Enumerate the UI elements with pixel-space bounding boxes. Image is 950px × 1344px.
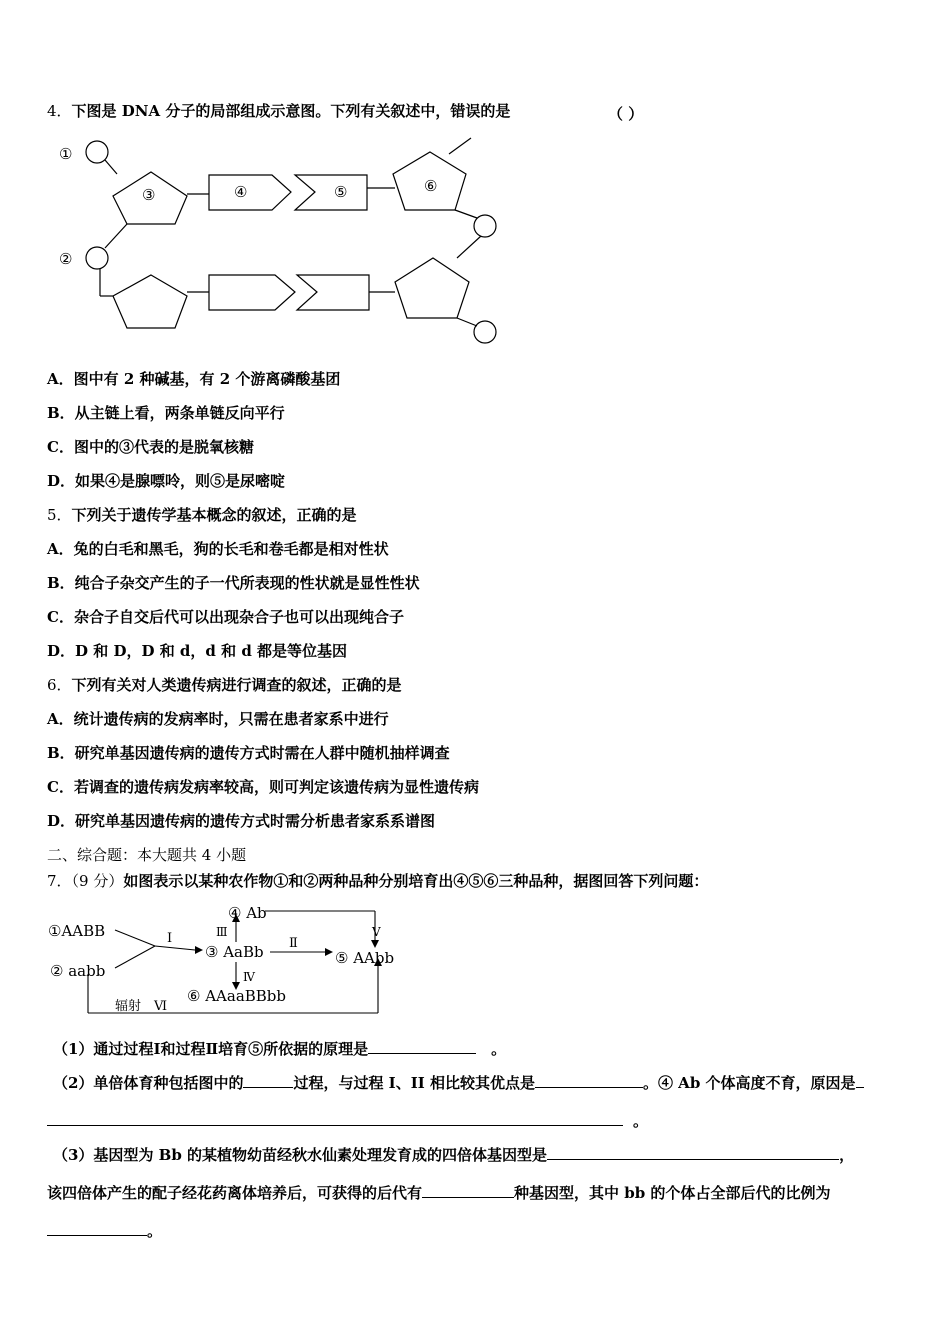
q7-sub3-line3 [47, 1220, 162, 1241]
q7-score: （9 分） [71, 872, 124, 890]
q7-stem-line [47, 871, 708, 891]
process-4: Ⅳ [243, 970, 255, 984]
q6-option-d: D．研究单基因遗传病的遗传方式时需分析患者家系系谱图 [47, 812, 436, 830]
base-block-bottom-2 [297, 275, 369, 310]
q6-option-a: A．统计遗传病的发病率时，只需在患者家系中进行 [47, 710, 389, 728]
q7-sub3-text-b: ， [839, 1146, 855, 1164]
q7-sub2-text-b: 过程，与过程 I、II 相比较其优点是 [293, 1074, 535, 1092]
base-block-bottom-1 [209, 275, 295, 310]
q7-sub1-end: 。 [476, 1040, 507, 1058]
q7-sub3-blank-3[interactable] [47, 1220, 147, 1236]
q5-stem: 下列关于遗传学基本概念的叙述，正确的是 [71, 506, 357, 524]
q7-sub3-end: 。 [147, 1222, 163, 1240]
label-2: ② [59, 250, 73, 268]
node-1: ①AABB [48, 922, 106, 940]
q7-number: 7． [47, 872, 72, 890]
process-1: Ⅰ [167, 931, 173, 946]
label-1: ① [59, 145, 73, 163]
q6-option-c: C．若调查的遗传病发病率较高，则可判定该遗传病为显性遗传病 [47, 778, 479, 796]
q7-sub2 [53, 1072, 864, 1093]
label-5: ⑤ [334, 183, 348, 201]
q7-sub3-text-c: 该四倍体产生的配子经花药离体培养后，可获得的后代有 [47, 1184, 423, 1202]
q7-sub2-end: 。 [633, 1112, 649, 1130]
q7-sub3-blank-2[interactable] [422, 1182, 514, 1198]
q7-sub2-continued [47, 1110, 648, 1131]
deoxyribose-pentagon-bottom-right [395, 258, 469, 318]
process-5: Ⅴ [372, 925, 381, 939]
q4-stem-line [47, 101, 510, 121]
q7-sub3 [53, 1144, 854, 1165]
base-block-4 [209, 175, 291, 210]
phosphate-circle-bottom-right [474, 321, 496, 343]
q6-option-b: B．研究单基因遗传病的遗传方式时需在人群中随机抽样调查 [47, 744, 450, 762]
q7-sub3-text-d: 种基因型，其中 bb 的个体占全部后代的比例为 [514, 1184, 831, 1202]
q7-sub2-blank-2[interactable] [535, 1072, 643, 1088]
q7-sub2-blank-3[interactable] [47, 1110, 623, 1126]
q5-option-a: A．兔的白毛和黑毛，狗的长毛和卷毛都是相对性状 [47, 540, 389, 558]
q7-sub2-text-a: （2）单倍体育种包括图中的 [53, 1074, 244, 1092]
q5-option-b: B．纯合子杂交产生的子一代所表现的性状就是显性性状 [47, 574, 420, 592]
q5-option-c: C．杂合子自交后代可以出现杂合子也可以出现纯合子 [47, 608, 404, 626]
phosphate-circle-top-left [86, 141, 108, 163]
q7-sub1 [53, 1038, 506, 1059]
q4-number: 4． [47, 102, 72, 120]
q7-stem: 如图表示以某种农作物①和②两种品种分别培育出④⑤⑥三种品种，据图回答下列问题： [123, 872, 709, 890]
q7-sub3-line2 [47, 1182, 830, 1203]
q4-option-b: B．从主链上看，两条单链反向平行 [47, 404, 285, 422]
q4-option-d: D．如果④是腺嘌呤，则⑤是尿嘧啶 [47, 472, 286, 490]
q7-sub3-blank-1[interactable] [547, 1144, 839, 1160]
phosphate-circle-top-right [474, 215, 496, 237]
node-3: ③ AaBb [205, 943, 264, 961]
q7-sub2-text-c: 。④ Ab 个体高度不育，原因是 [642, 1074, 856, 1092]
q4-option-a: A．图中有 2 种碱基，有 2 个游离磷酸基团 [47, 370, 341, 388]
section-2-heading: 二、综合题：本大题共 4 小题 [47, 846, 247, 864]
q7-sub2-blank-1[interactable] [243, 1072, 293, 1088]
q4-option-c: C．图中的③代表的是脱氧核糖 [47, 438, 254, 456]
q5-stem-line [47, 505, 357, 525]
q7-sub1-blank[interactable] [368, 1038, 476, 1054]
deoxyribose-pentagon-bottom-left [113, 275, 187, 328]
q7-sub1-text: （1）通过过程Ⅰ和过程Ⅱ培育⑤所依据的原理是 [53, 1040, 369, 1058]
base-block-5 [295, 175, 367, 210]
dna-structure-figure [45, 130, 515, 360]
q5-option-d: D．D 和 D，D 和 d，d 和 d 都是等位基因 [47, 642, 348, 660]
q4-stem: 下图是 DNA 分子的局部组成示意图。下列有关叙述中，错误的是 [71, 102, 511, 120]
q4-answer-paren: （ ） [608, 105, 644, 123]
q6-number: 6． [47, 676, 72, 694]
label-6: ⑥ [424, 177, 438, 195]
q6-stem-line [47, 675, 402, 695]
label-3: ③ [142, 186, 156, 204]
process-3: Ⅲ [216, 925, 228, 939]
q6-stem: 下列有关对人类遗传病进行调查的叙述，正确的是 [71, 676, 402, 694]
q7-sub2-blank-3-start[interactable] [856, 1072, 864, 1088]
node-5: ⑤ AAbb [335, 949, 395, 967]
node-4: ④ Ab [228, 904, 267, 922]
process-2: Ⅱ [289, 936, 298, 951]
node-2: ② aabb [50, 962, 106, 980]
phosphate-circle-middle-left [86, 247, 108, 269]
label-4: ④ [234, 183, 248, 201]
q5-number: 5． [47, 506, 72, 524]
breeding-diagram [45, 900, 425, 1020]
process-6: 辐射 Ⅵ [115, 999, 168, 1014]
q7-sub3-text-a: （3）基因型为 Bb 的某植物幼苗经秋水仙素处理发育成的四倍体基因型是 [53, 1146, 548, 1164]
node-6: ⑥ AAaaBBbb [187, 987, 287, 1005]
